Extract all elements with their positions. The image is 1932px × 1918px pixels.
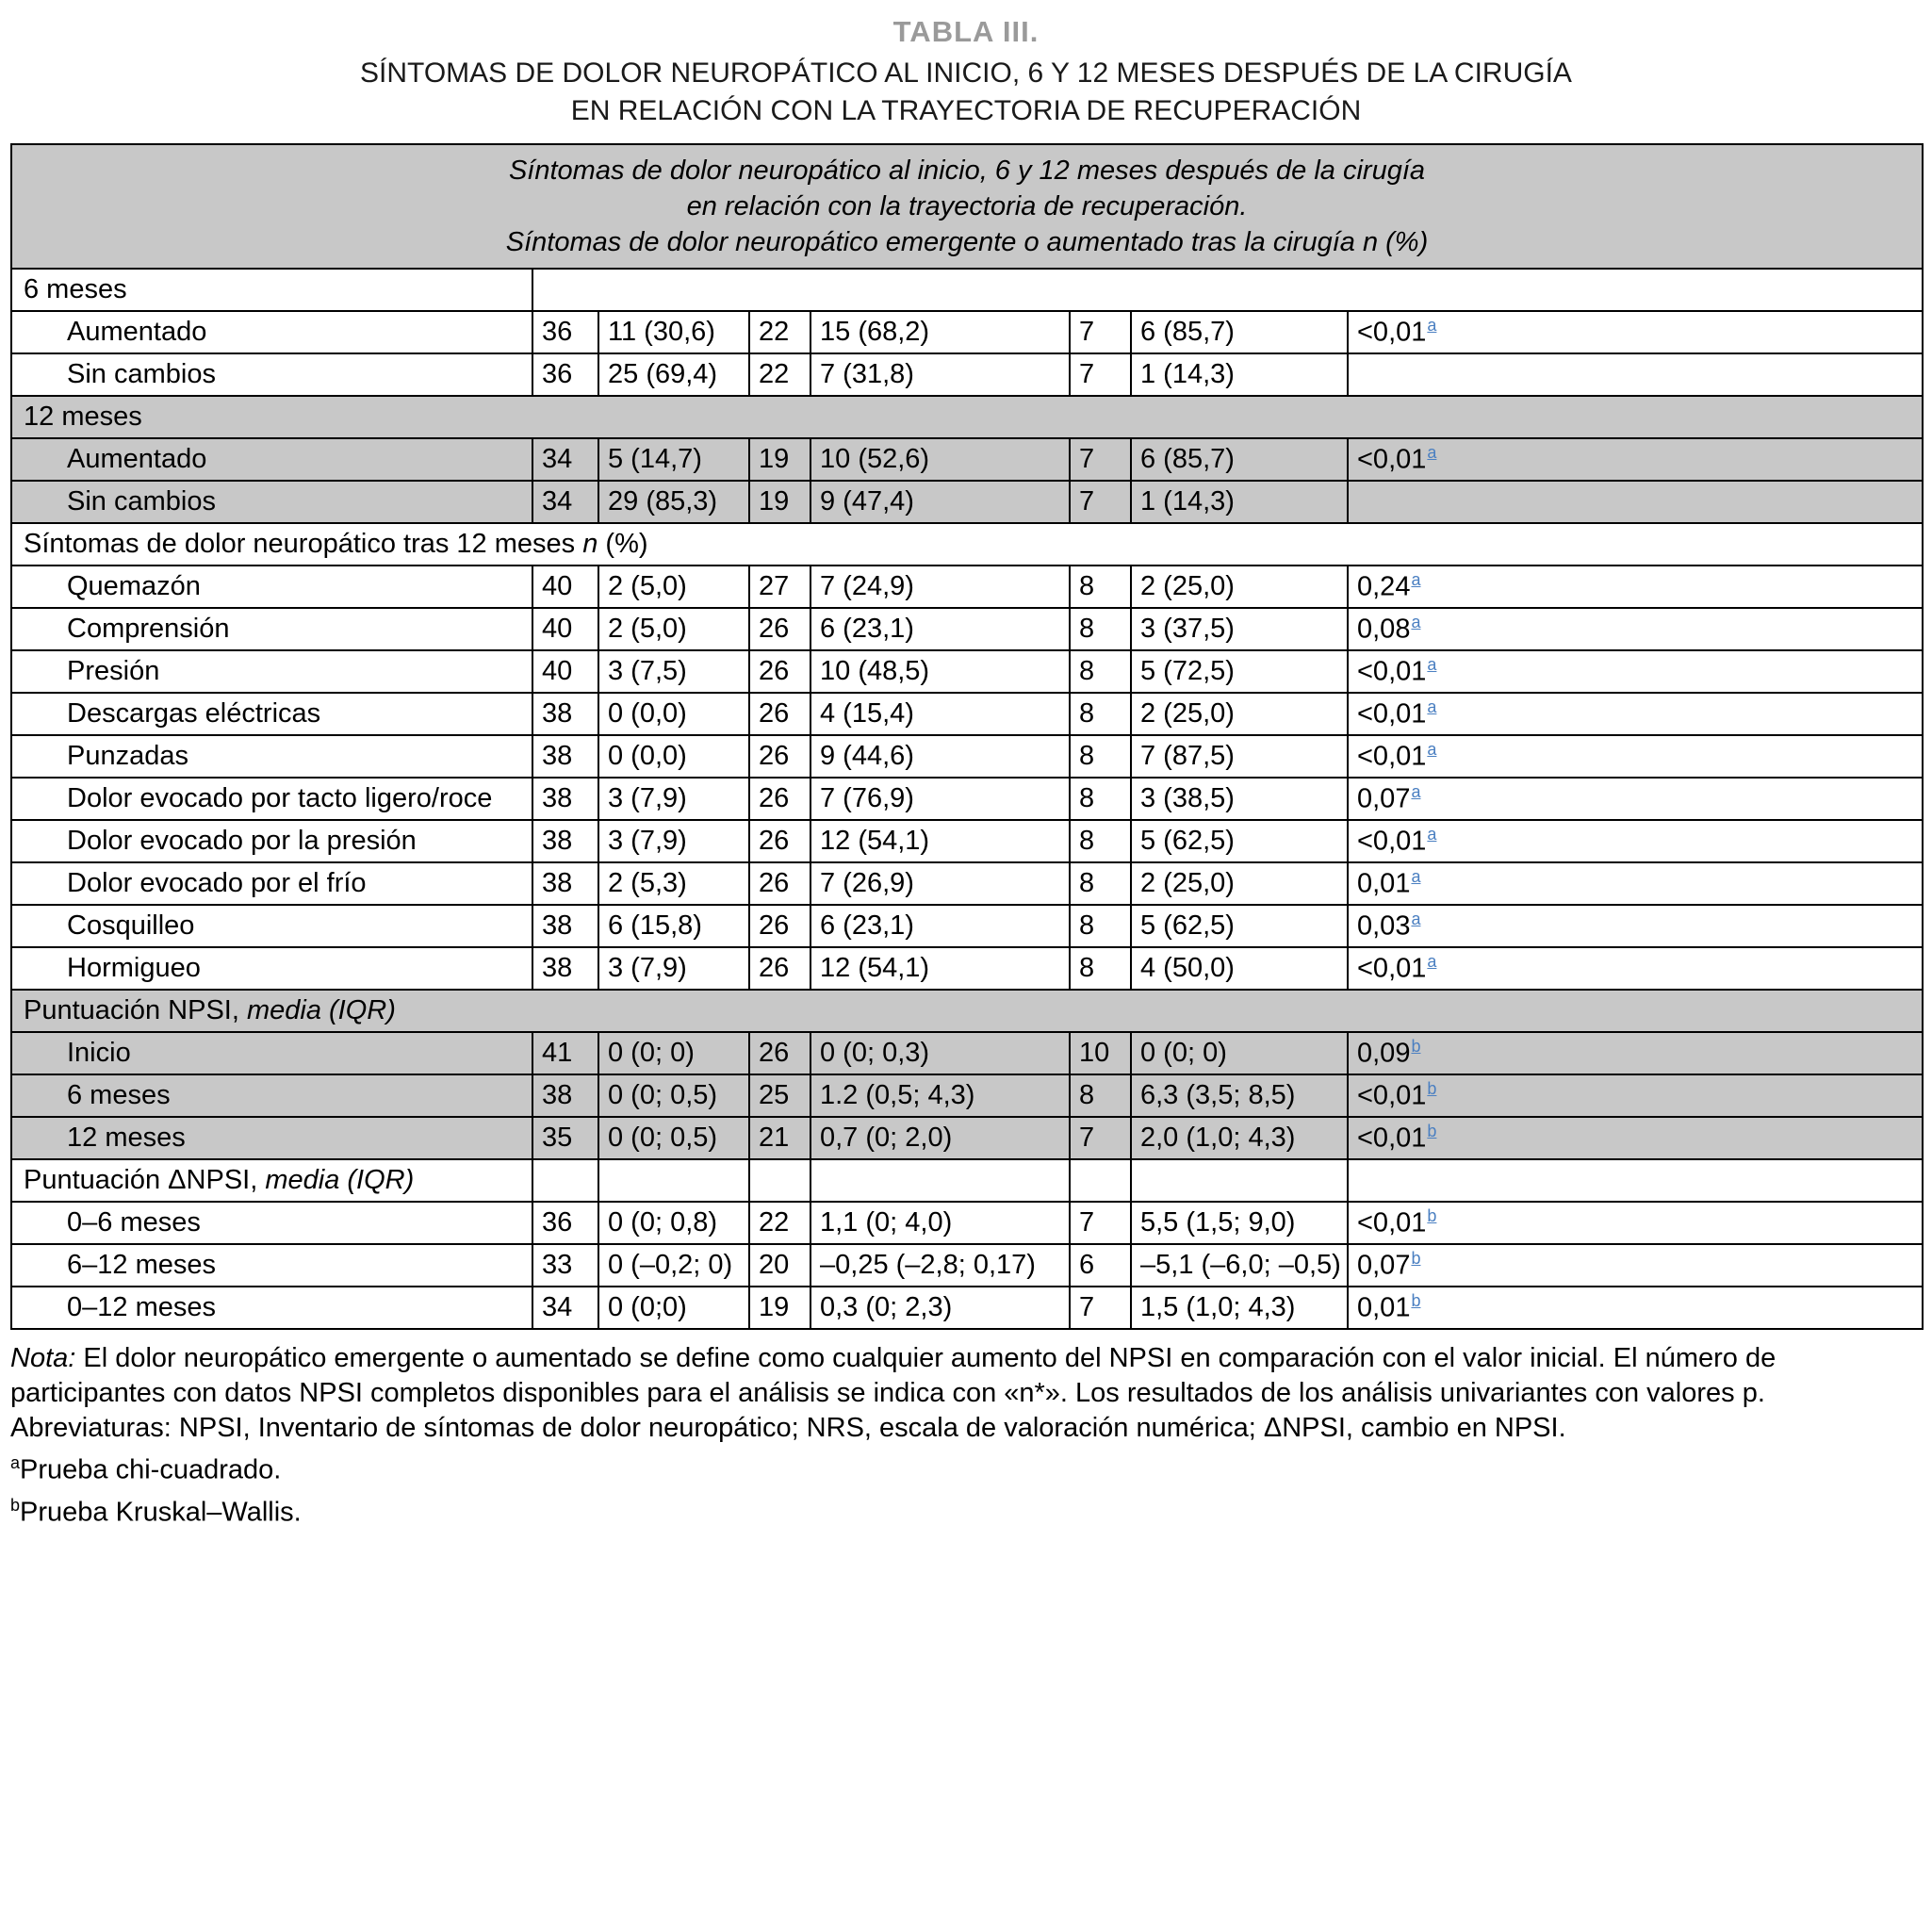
value-cell: 12 (54,1) <box>810 947 1070 990</box>
data-row <box>11 1287 1923 1329</box>
p-value: 0,24 <box>1357 571 1411 602</box>
n-count-cell: 8 <box>1070 947 1131 990</box>
empty-cell <box>1070 1159 1131 1202</box>
value-cell: 6 (23,1) <box>810 905 1070 947</box>
row-label: 6 meses <box>11 1074 532 1117</box>
section-label <box>11 523 1923 566</box>
value-cell: 0 (0,0) <box>598 735 749 778</box>
value-cell: 3 (38,5) <box>1131 778 1348 820</box>
p-value-cell <box>1348 1074 1923 1117</box>
value-cell: 2 (5,0) <box>598 608 749 650</box>
empty-cell <box>1131 1159 1348 1202</box>
value-cell: 0 (0; 0) <box>598 1032 749 1074</box>
value-cell: 29 (85,3) <box>598 481 749 523</box>
p-footnote-marker[interactable]: a <box>1427 697 1437 717</box>
row-label: 0–6 meses <box>11 1202 532 1244</box>
p-footnote-marker[interactable]: b <box>1427 1079 1437 1099</box>
section-row <box>11 1159 1923 1202</box>
section-label-text: (%) <box>598 529 648 559</box>
empty-cell <box>810 1159 1070 1202</box>
value-cell: 0,7 (0; 2,0) <box>810 1117 1070 1159</box>
p-value: <0,01 <box>1357 826 1427 857</box>
p-value: <0,01 <box>1357 698 1427 729</box>
empty-cell <box>749 1159 810 1202</box>
value-cell: 3 (7,5) <box>598 650 749 693</box>
row-label: Sin cambios <box>11 353 532 396</box>
data-row <box>11 735 1923 778</box>
n-count-cell: 33 <box>532 1244 598 1287</box>
n-count-cell: 35 <box>532 1117 598 1159</box>
p-value-cell <box>1348 693 1923 735</box>
n-count-cell: 7 <box>1070 481 1131 523</box>
value-cell: 12 (54,1) <box>810 820 1070 862</box>
value-cell: 0 (0; 0,3) <box>810 1032 1070 1074</box>
p-value-cell <box>1348 947 1923 990</box>
p-value-cell <box>1348 438 1923 481</box>
data-row <box>11 566 1923 608</box>
table-header-line1: Síntomas de dolor neuropático al inicio, 6 y 12 meses después de la cirugía <box>508 156 1426 186</box>
p-value-cell <box>1348 1202 1923 1244</box>
empty-cell <box>532 269 1923 311</box>
value-cell: 15 (68,2) <box>810 311 1070 353</box>
p-value-cell <box>1348 735 1923 778</box>
value-cell: 5 (14,7) <box>598 438 749 481</box>
value-cell: 5,5 (1,5; 9,0) <box>1131 1202 1348 1244</box>
value-cell: 7 (31,8) <box>810 353 1070 396</box>
footnote-b <box>10 1488 1922 1531</box>
p-footnote-marker[interactable]: b <box>1427 1206 1437 1226</box>
value-cell: 7 (76,9) <box>810 778 1070 820</box>
data-row <box>11 353 1923 396</box>
value-cell: 6 (85,7) <box>1131 311 1348 353</box>
table-header-row <box>11 144 1923 269</box>
section-row <box>11 269 1923 311</box>
p-footnote-marker[interactable]: a <box>1411 782 1421 802</box>
p-footnote-marker[interactable]: a <box>1427 316 1437 336</box>
n-count-cell: 26 <box>749 820 810 862</box>
n-count-cell: 26 <box>749 693 810 735</box>
row-label: 12 meses <box>11 1117 532 1159</box>
data-row <box>11 820 1923 862</box>
value-cell: 5 (62,5) <box>1131 905 1348 947</box>
p-value-cell <box>1348 1117 1923 1159</box>
value-cell: 9 (47,4) <box>810 481 1070 523</box>
n-count-cell: 27 <box>749 566 810 608</box>
value-cell: 3 (7,9) <box>598 820 749 862</box>
p-value: 0,07 <box>1357 783 1411 814</box>
n-count-cell: 34 <box>532 1287 598 1329</box>
n-count-cell: 7 <box>1070 1202 1131 1244</box>
p-value-cell <box>1348 905 1923 947</box>
value-cell: 3 (7,9) <box>598 778 749 820</box>
p-footnote-marker[interactable]: a <box>1411 867 1421 887</box>
value-cell: 2 (25,0) <box>1131 693 1348 735</box>
footnote-b-marker: b <box>10 1495 21 1515</box>
p-value: <0,01 <box>1357 1123 1427 1154</box>
note-paragraph <box>10 1341 1922 1411</box>
n-count-cell: 41 <box>532 1032 598 1074</box>
abbreviations: Abreviaturas: NPSI, Inventario de síntomas de dolor neuropático; NRS, escala de valoración numérica; ΔNPSI, cambio en NPSI. <box>10 1413 1566 1443</box>
data-row <box>11 947 1923 990</box>
n-count-cell: 8 <box>1070 650 1131 693</box>
value-cell: 9 (44,6) <box>810 735 1070 778</box>
n-count-cell: 19 <box>749 481 810 523</box>
table-subtitle-line1: SÍNTOMAS DE DOLOR NEUROPÁTICO AL INICIO, 6 Y 12 MESES DESPUÉS DE LA CIRUGÍA <box>360 57 1572 89</box>
n-count-cell: 34 <box>532 481 598 523</box>
data-row <box>11 1032 1923 1074</box>
notes <box>10 1341 1922 1530</box>
value-cell: 6 (15,8) <box>598 905 749 947</box>
n-count-cell: 36 <box>532 311 598 353</box>
n-count-cell: 25 <box>749 1074 810 1117</box>
section-label-text: Síntomas de dolor neuropático tras 12 meses <box>24 529 583 559</box>
value-cell: 25 (69,4) <box>598 353 749 396</box>
table-number-title: TABLA III. <box>892 15 1040 48</box>
row-label: Descargas eléctricas <box>11 693 532 735</box>
p-value-cell <box>1348 1032 1923 1074</box>
p-value-cell <box>1348 353 1923 396</box>
value-cell: 1 (14,3) <box>1131 353 1348 396</box>
value-cell: 5 (72,5) <box>1131 650 1348 693</box>
value-cell: 0 (0; 0,5) <box>598 1074 749 1117</box>
p-value-cell <box>1348 650 1923 693</box>
data-row <box>11 778 1923 820</box>
value-cell: 2 (5,3) <box>598 862 749 905</box>
n-count-cell: 38 <box>532 905 598 947</box>
section-label-text: Puntuación ΔNPSI, <box>24 1165 266 1195</box>
data-row <box>11 905 1923 947</box>
p-value-cell <box>1348 608 1923 650</box>
row-label: Cosquilleo <box>11 905 532 947</box>
section-row <box>11 990 1923 1032</box>
value-cell: 0 (0; 0,5) <box>598 1117 749 1159</box>
n-count-cell: 7 <box>1070 438 1131 481</box>
n-count-cell: 21 <box>749 1117 810 1159</box>
table-header-line3: Síntomas de dolor neuropático emergente o aumentado tras la cirugía n (%) <box>505 227 1429 257</box>
section-label-text: media (IQR) <box>246 995 396 1025</box>
row-label: Inicio <box>11 1032 532 1074</box>
data-row <box>11 438 1923 481</box>
row-label: Quemazón <box>11 566 532 608</box>
n-count-cell: 26 <box>749 947 810 990</box>
value-cell: 0 (–0,2; 0) <box>598 1244 749 1287</box>
p-footnote-marker[interactable]: a <box>1427 825 1437 844</box>
p-footnote-marker[interactable]: a <box>1427 655 1437 675</box>
data-row <box>11 862 1923 905</box>
value-cell: 2 (25,0) <box>1131 566 1348 608</box>
n-count-cell: 22 <box>749 1202 810 1244</box>
value-cell: 0 (0,0) <box>598 693 749 735</box>
n-count-cell: 26 <box>749 862 810 905</box>
table-header-line2: en relación con la trayectoria de recuperación. <box>686 191 1248 221</box>
data-row <box>11 650 1923 693</box>
data-row <box>11 693 1923 735</box>
value-cell: 2 (25,0) <box>1131 862 1348 905</box>
footnote-a-text: Prueba chi-cuadrado. <box>20 1454 282 1485</box>
section-label <box>11 396 1923 438</box>
row-label: Aumentado <box>11 311 532 353</box>
p-value-cell <box>1348 481 1923 523</box>
p-value: 0,08 <box>1357 614 1411 645</box>
value-cell: 1,5 (1,0; 4,3) <box>1131 1287 1348 1329</box>
n-count-cell: 26 <box>749 650 810 693</box>
value-cell: 0 (0; 0) <box>1131 1032 1348 1074</box>
value-cell: 3 (7,9) <box>598 947 749 990</box>
table-header-cell <box>11 144 1923 269</box>
p-value: <0,01 <box>1357 1080 1427 1111</box>
n-count-cell: 38 <box>532 947 598 990</box>
n-count-cell: 8 <box>1070 778 1131 820</box>
empty-cell <box>532 1159 598 1202</box>
value-cell: 0 (0; 0,8) <box>598 1202 749 1244</box>
n-count-cell: 19 <box>749 438 810 481</box>
row-label: Dolor evocado por tacto ligero/roce <box>11 778 532 820</box>
p-footnote-marker[interactable]: a <box>1411 613 1421 632</box>
n-count-cell: 26 <box>749 1032 810 1074</box>
p-footnote-marker[interactable]: a <box>1411 570 1421 590</box>
n-count-cell: 40 <box>532 566 598 608</box>
p-footnote-marker[interactable]: a <box>1427 740 1437 760</box>
n-count-cell: 10 <box>1070 1032 1131 1074</box>
n-count-cell: 7 <box>1070 1117 1131 1159</box>
p-value: <0,01 <box>1357 656 1427 687</box>
n-count-cell: 38 <box>532 693 598 735</box>
footnote-b-text: Prueba Kruskal–Wallis. <box>20 1497 302 1528</box>
p-footnote-marker[interactable]: b <box>1427 1122 1437 1141</box>
value-cell: 7 (26,9) <box>810 862 1070 905</box>
value-cell: 1,1 (0; 4,0) <box>810 1202 1070 1244</box>
p-value-cell <box>1348 862 1923 905</box>
data-row <box>11 1202 1923 1244</box>
value-cell: 0 (0;0) <box>598 1287 749 1329</box>
value-cell: –5,1 (–6,0; –0,5) <box>1131 1244 1348 1287</box>
value-cell: 6,3 (3,5; 8,5) <box>1131 1074 1348 1117</box>
value-cell: 2 (5,0) <box>598 566 749 608</box>
value-cell: 7 (87,5) <box>1131 735 1348 778</box>
section-label <box>11 1159 532 1202</box>
n-count-cell: 26 <box>749 608 810 650</box>
p-value-cell <box>1348 778 1923 820</box>
row-label: Dolor evocado por la presión <box>11 820 532 862</box>
note-text: El dolor neuropático emergente o aumentado se define como cualquier aumento del NPSI en comparación con el valor inicial. El número de participantes con datos NPSI completos disponibles para el análisis se indica con «n*». Los resultados de los análisis univariantes con valores p. <box>10 1343 1776 1408</box>
n-count-cell: 38 <box>532 1074 598 1117</box>
p-footnote-marker[interactable]: a <box>1427 443 1437 463</box>
section-label-text: n <box>582 529 598 559</box>
p-value: 0,07 <box>1357 1250 1411 1281</box>
value-cell: 4 (15,4) <box>810 693 1070 735</box>
n-count-cell: 36 <box>532 1202 598 1244</box>
n-count-cell: 8 <box>1070 905 1131 947</box>
data-row <box>11 311 1923 353</box>
value-cell: 7 (24,9) <box>810 566 1070 608</box>
p-value-cell <box>1348 311 1923 353</box>
value-cell: 1 (14,3) <box>1131 481 1348 523</box>
p-value-cell <box>1348 1287 1923 1329</box>
value-cell: 6 (85,7) <box>1131 438 1348 481</box>
table-body <box>11 269 1923 1329</box>
data-row <box>11 1244 1923 1287</box>
n-count-cell: 22 <box>749 353 810 396</box>
p-value-cell <box>1348 566 1923 608</box>
row-label: 0–12 meses <box>11 1287 532 1329</box>
p-value: <0,01 <box>1357 953 1427 984</box>
p-footnote-marker[interactable]: a <box>1411 910 1421 929</box>
p-value: <0,01 <box>1357 444 1427 475</box>
n-count-cell: 8 <box>1070 862 1131 905</box>
row-label: Punzadas <box>11 735 532 778</box>
row-label: 6–12 meses <box>11 1244 532 1287</box>
section-row <box>11 396 1923 438</box>
p-value: <0,01 <box>1357 741 1427 772</box>
section-label-text: Puntuación NPSI, <box>24 995 247 1025</box>
empty-cell <box>1348 1159 1923 1202</box>
value-cell: 10 (52,6) <box>810 438 1070 481</box>
n-count-cell: 40 <box>532 608 598 650</box>
note-label: Nota: <box>10 1343 76 1373</box>
p-footnote-marker[interactable]: b <box>1411 1291 1421 1311</box>
n-count-cell: 7 <box>1070 311 1131 353</box>
value-cell: 6 (23,1) <box>810 608 1070 650</box>
n-count-cell: 6 <box>1070 1244 1131 1287</box>
n-count-cell: 8 <box>1070 820 1131 862</box>
value-cell: –0,25 (–2,8; 0,17) <box>810 1244 1070 1287</box>
row-label: Dolor evocado por el frío <box>11 862 532 905</box>
p-value: 0,01 <box>1357 868 1411 899</box>
n-count-cell: 7 <box>1070 1287 1131 1329</box>
p-value: <0,01 <box>1357 1207 1427 1238</box>
section-row <box>11 523 1923 566</box>
n-count-cell: 38 <box>532 862 598 905</box>
n-count-cell: 34 <box>532 438 598 481</box>
n-count-cell: 38 <box>532 820 598 862</box>
n-count-cell: 8 <box>1070 1074 1131 1117</box>
section-label-text: 6 meses <box>24 274 127 304</box>
section-label-text: 12 meses <box>24 402 142 432</box>
n-count-cell: 38 <box>532 778 598 820</box>
row-label: Aumentado <box>11 438 532 481</box>
value-cell: 11 (30,6) <box>598 311 749 353</box>
n-count-cell: 26 <box>749 735 810 778</box>
row-label: Comprensión <box>11 608 532 650</box>
row-label: Presión <box>11 650 532 693</box>
n-count-cell: 7 <box>1070 353 1131 396</box>
n-count-cell: 26 <box>749 778 810 820</box>
p-value-cell <box>1348 820 1923 862</box>
row-label: Sin cambios <box>11 481 532 523</box>
empty-cell <box>598 1159 749 1202</box>
p-value: 0,03 <box>1357 910 1411 942</box>
footnote-a <box>10 1446 1922 1488</box>
n-count-cell: 8 <box>1070 566 1131 608</box>
section-label <box>11 269 532 311</box>
p-value-cell <box>1348 1244 1923 1287</box>
n-count-cell: 36 <box>532 353 598 396</box>
n-count-cell: 38 <box>532 735 598 778</box>
n-count-cell: 8 <box>1070 608 1131 650</box>
value-cell: 2,0 (1,0; 4,3) <box>1131 1117 1348 1159</box>
table-subtitle-line2: EN RELACIÓN CON LA TRAYECTORIA DE RECUPERACIÓN <box>570 95 1362 126</box>
value-cell: 0,3 (0; 2,3) <box>810 1287 1070 1329</box>
n-count-cell: 8 <box>1070 693 1131 735</box>
n-count-cell: 22 <box>749 311 810 353</box>
n-count-cell: 26 <box>749 905 810 947</box>
p-footnote-marker[interactable]: b <box>1411 1249 1421 1269</box>
data-row <box>11 1117 1923 1159</box>
n-count-cell: 8 <box>1070 735 1131 778</box>
n-count-cell: 20 <box>749 1244 810 1287</box>
p-footnote-marker[interactable]: b <box>1411 1037 1421 1057</box>
data-row <box>11 1074 1923 1117</box>
n-count-cell: 19 <box>749 1287 810 1329</box>
section-label <box>11 990 1923 1032</box>
p-value: 0,09 <box>1357 1038 1411 1069</box>
row-label: Hormigueo <box>11 947 532 990</box>
value-cell: 4 (50,0) <box>1131 947 1348 990</box>
value-cell: 10 (48,5) <box>810 650 1070 693</box>
value-cell: 3 (37,5) <box>1131 608 1348 650</box>
value-cell: 5 (62,5) <box>1131 820 1348 862</box>
p-value: <0,01 <box>1357 317 1427 348</box>
section-label-text: media (IQR) <box>265 1165 415 1195</box>
n-count-cell: 40 <box>532 650 598 693</box>
p-footnote-marker[interactable]: a <box>1427 952 1437 972</box>
data-row <box>11 481 1923 523</box>
value-cell: 1.2 (0,5; 4,3) <box>810 1074 1070 1117</box>
footnote-a-marker: a <box>10 1453 21 1472</box>
data-table <box>10 143 1924 1330</box>
p-value: 0,01 <box>1357 1292 1411 1323</box>
data-row <box>11 608 1923 650</box>
